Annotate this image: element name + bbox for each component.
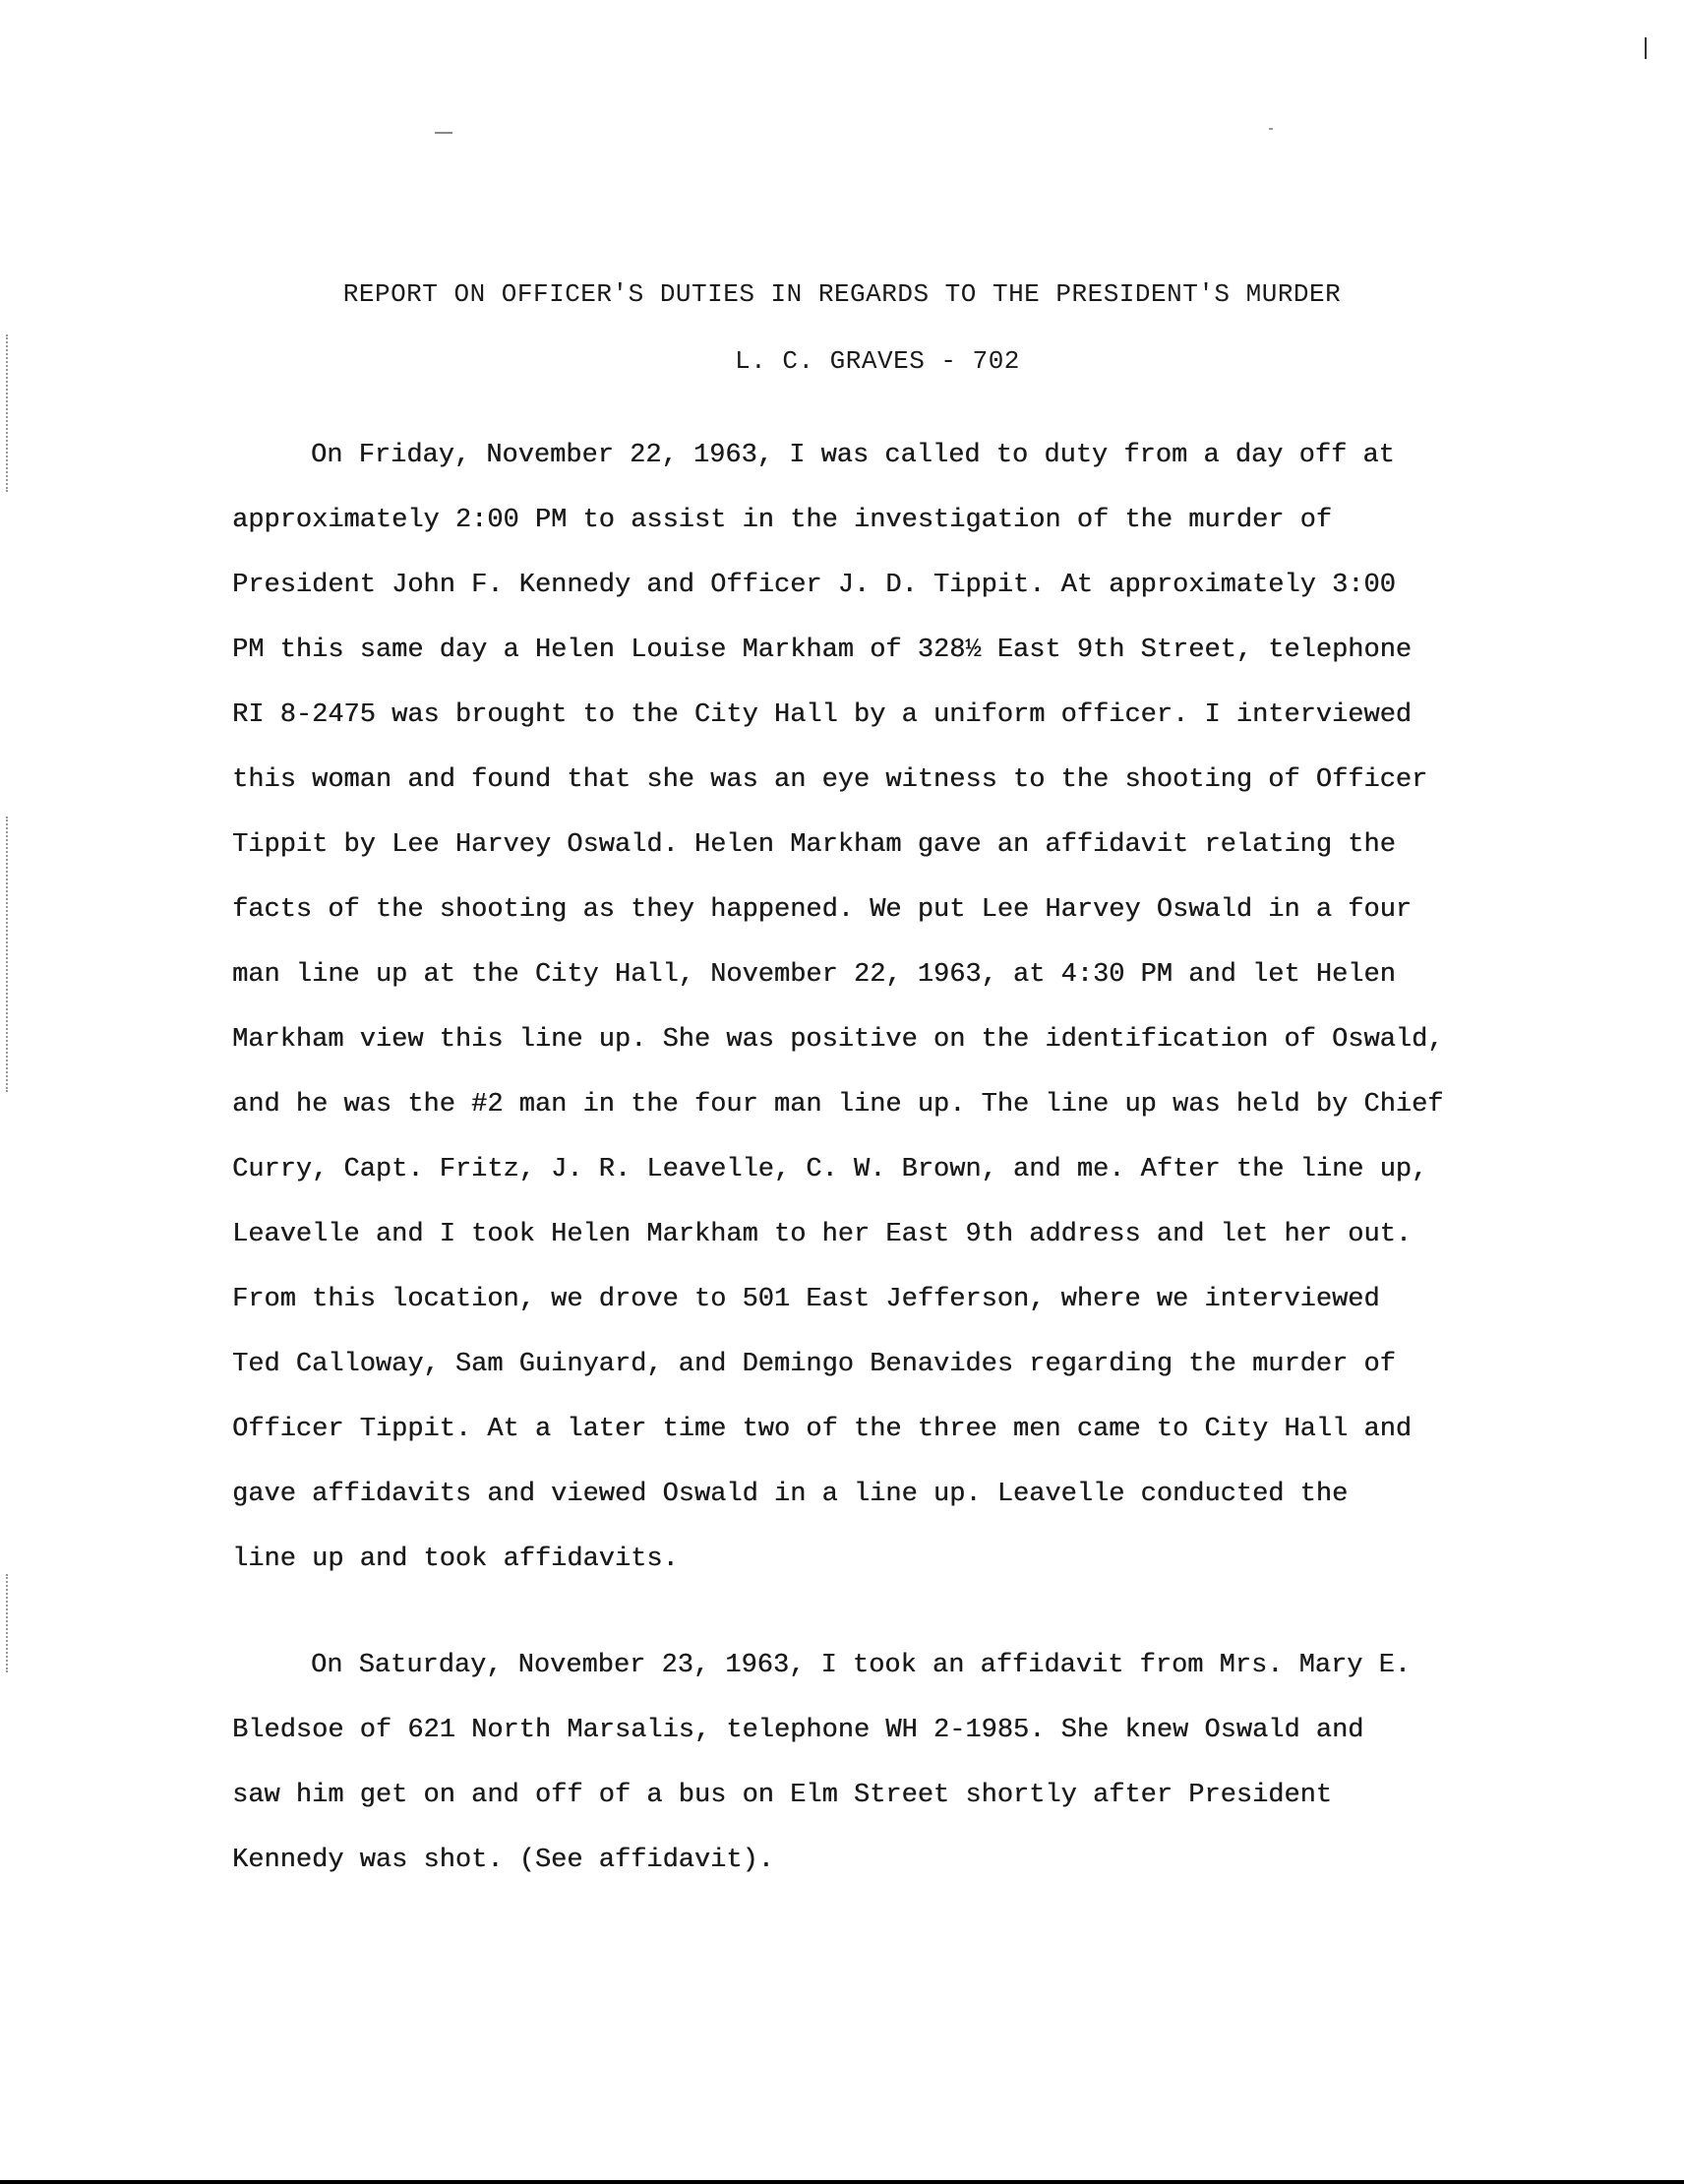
text-line: facts of the shooting as they happened. We put Lee Harvey Oswald in a four	[232, 895, 1412, 925]
speck-mark	[1269, 128, 1273, 130]
text-line: approximately 2:00 PM to assist in the investigation of the murder of	[232, 506, 1332, 535]
scan-edge-dots	[6, 334, 10, 492]
text-line: From this location, we drove to 501 East Jefferson, where we interviewed	[232, 1285, 1380, 1314]
scan-edge-dots	[6, 1574, 10, 1672]
text-line: this woman and found that she was an eye witness to the shooting of Officer	[232, 765, 1428, 795]
text-line: On Friday, November 22, 1963, I was called to duty from a day off at	[311, 441, 1395, 470]
text-line: Kennedy was shot. (See affidavit).	[232, 1846, 774, 1875]
text-line: RI 8-2475 was brought to the City Hall by a uniform officer. I interviewed	[232, 700, 1412, 730]
text-line: Tippit by Lee Harvey Oswald. Helen Markham gave an affidavit relating the	[232, 830, 1396, 860]
scan-edge-dots	[6, 817, 10, 1092]
text-line: Leavelle and I took Helen Markham to her East 9th address and let her out.	[232, 1220, 1412, 1249]
text-line: line up and took affidavits.	[232, 1545, 679, 1574]
text-line: Bledsoe of 621 North Marsalis, telephone WH 2-1985. She knew Oswald and	[232, 1716, 1364, 1745]
text-line: gave affidavits and viewed Oswald in a line up. Leavelle conducted the	[232, 1480, 1349, 1509]
text-line: and he was the #2 man in the four man line up. The line up was held by Chief	[232, 1090, 1444, 1120]
document-title: REPORT ON OFFICER'S DUTIES IN REGARDS TO THE PRESIDENT'S MURDER	[342, 279, 1342, 309]
scan-bottom-edge	[0, 2180, 1684, 2184]
text-line: PM this same day a Helen Louise Markham of 328½ East 9th Street, telephone	[232, 636, 1412, 665]
text-line: man line up at the City Hall, November 22, 1963, at 4:30 PM and let Helen	[232, 960, 1396, 990]
text-line: On Saturday, November 23, 1963, I took an affidavit from Mrs. Mary E.	[311, 1651, 1411, 1680]
text-line: Markham view this line up. She was positive on the identification of Oswald,	[232, 1025, 1444, 1055]
text-line: Curry, Capt. Fritz, J. R. Leavelle, C. W. Brown, and me. After the line up,	[232, 1155, 1428, 1184]
speck-mark	[435, 132, 452, 134]
text-line: Officer Tippit. At a later time two of the three men came to City Hall and	[232, 1415, 1412, 1444]
text-line: President John F. Kennedy and Officer J. D. Tippit. At approximately 3:00	[232, 571, 1396, 600]
document-subtitle: L. C. GRAVES - 702	[735, 346, 1020, 376]
corner-mark	[1645, 37, 1647, 59]
text-line: saw him get on and off of a bus on Elm Street shortly after President	[232, 1781, 1332, 1810]
text-line: Ted Calloway, Sam Guinyard, and Demingo Benavides regarding the murder of	[232, 1350, 1396, 1379]
